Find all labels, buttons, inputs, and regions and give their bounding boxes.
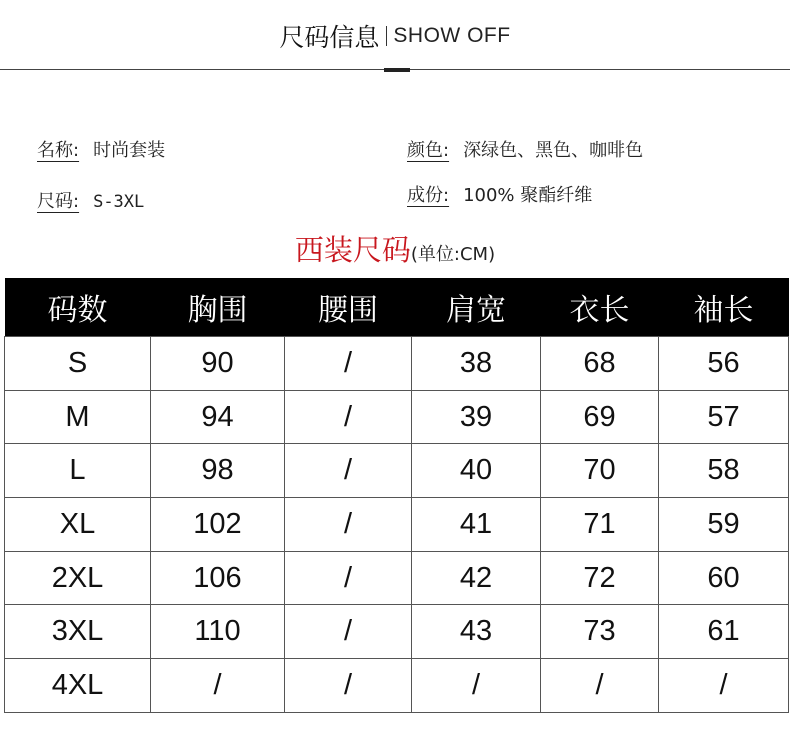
header-chest: 胸围 — [151, 278, 285, 337]
cell-sleeve: 57 — [659, 390, 789, 444]
header-rule-accent — [384, 68, 410, 72]
table-header-row — [5, 278, 789, 337]
cell-shoulder: 43 — [412, 605, 541, 659]
cell-shoulder: 39 — [412, 390, 541, 444]
cell-waist: / — [285, 444, 412, 498]
cell-shoulder: 41 — [412, 498, 541, 552]
info-name — [37, 136, 165, 162]
cell-sleeve: 56 — [659, 337, 789, 391]
cell-length: 70 — [541, 444, 659, 498]
table-row — [5, 390, 789, 444]
cell-size: L — [5, 444, 151, 498]
cell-shoulder: / — [412, 659, 541, 713]
header-waist: 腰围 — [285, 278, 412, 337]
cell-length: 69 — [541, 390, 659, 444]
header-title-en: SHOW OFF — [393, 24, 511, 47]
cell-size: M — [5, 390, 151, 444]
cell-sleeve: 60 — [659, 551, 789, 605]
cell-chest: 110 — [151, 605, 285, 659]
header-length: 衣长 — [541, 278, 659, 337]
cell-chest: 106 — [151, 551, 285, 605]
cell-chest: 98 — [151, 444, 285, 498]
cell-size: 3XL — [5, 605, 151, 659]
cell-chest: 90 — [151, 337, 285, 391]
cell-length: 73 — [541, 605, 659, 659]
cell-waist: / — [285, 337, 412, 391]
cell-size: 4XL — [5, 659, 151, 713]
cell-shoulder: 42 — [412, 551, 541, 605]
cell-length: 72 — [541, 551, 659, 605]
material-label: 成份: — [407, 185, 450, 206]
cell-size: XL — [5, 498, 151, 552]
table-row — [5, 498, 789, 552]
info-size — [37, 187, 144, 213]
color-label: 颜色: — [407, 140, 450, 161]
size-table — [4, 278, 789, 713]
cell-waist: / — [285, 605, 412, 659]
size-value: S-3XL — [93, 192, 145, 212]
cell-sleeve: 59 — [659, 498, 789, 552]
cell-sleeve: 58 — [659, 444, 789, 498]
table-row — [5, 337, 789, 391]
table-title — [0, 228, 790, 269]
header-sleeve: 袖长 — [659, 278, 789, 337]
cell-chest: 94 — [151, 390, 285, 444]
header-shoulder: 肩宽 — [412, 278, 541, 337]
table-title-main: 西装尺码 — [294, 233, 411, 267]
cell-length: 71 — [541, 498, 659, 552]
name-value: 时尚套装 — [93, 140, 166, 161]
table-row — [5, 551, 789, 605]
page-header — [0, 0, 790, 75]
cell-length: / — [541, 659, 659, 713]
cell-shoulder: 38 — [412, 337, 541, 391]
name-label: 名称: — [37, 140, 80, 161]
table-row — [5, 605, 789, 659]
cell-size: 2XL — [5, 551, 151, 605]
cell-length: 68 — [541, 337, 659, 391]
cell-chest: 102 — [151, 498, 285, 552]
header-divider — [386, 26, 387, 46]
cell-waist: / — [285, 551, 412, 605]
info-material — [407, 181, 592, 207]
header-title-cn: 尺码信息 — [279, 23, 380, 52]
cell-sleeve: / — [659, 659, 789, 713]
header-title — [0, 18, 790, 54]
cell-sleeve: 61 — [659, 605, 789, 659]
info-color — [407, 136, 643, 162]
cell-shoulder: 40 — [412, 444, 541, 498]
header-size: 码数 — [5, 278, 151, 337]
cell-waist: / — [285, 390, 412, 444]
cell-chest: / — [151, 659, 285, 713]
table-row — [5, 444, 789, 498]
cell-waist: / — [285, 498, 412, 552]
material-value: 100% 聚酯纤维 — [463, 185, 593, 206]
color-value: 深绿色、黑色、咖啡色 — [463, 140, 644, 161]
size-label: 尺码: — [37, 191, 80, 212]
table-row — [5, 659, 789, 713]
cell-waist: / — [285, 659, 412, 713]
table-title-unit: (单位:CM) — [410, 244, 496, 265]
cell-size: S — [5, 337, 151, 391]
